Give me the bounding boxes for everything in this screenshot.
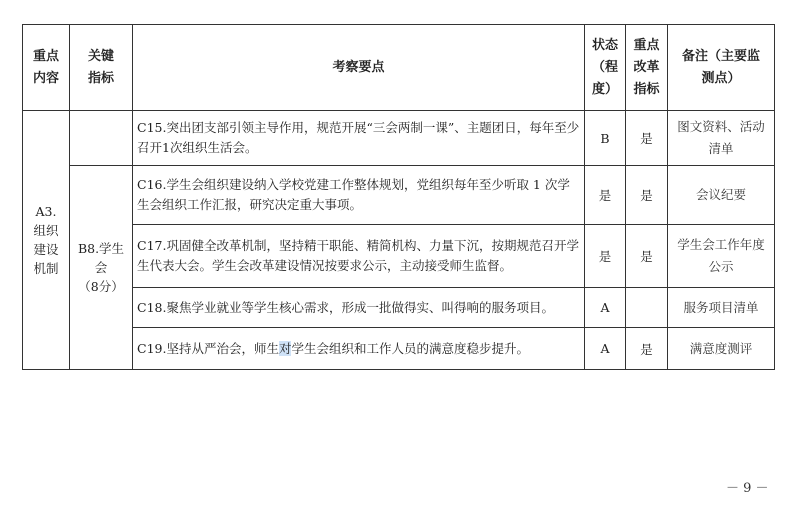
header-key-indicator: 关键 指标 bbox=[70, 25, 133, 111]
table-row bbox=[23, 111, 775, 166]
reform-c16: 是 bbox=[626, 166, 668, 225]
reform-c17: 是 bbox=[626, 225, 668, 288]
status-c15: B bbox=[585, 111, 626, 166]
table-header-row bbox=[23, 25, 775, 111]
reform-c19: 是 bbox=[626, 328, 668, 370]
point-c18: C18.聚焦学业就业等学生核心需求，形成一批做得实、叫得响的服务项目。 bbox=[133, 288, 585, 328]
point-c19-before: C19.坚持从严治会，师生 bbox=[137, 340, 279, 356]
remark-c15: 图文资料、活动 清单 bbox=[668, 111, 775, 166]
status-c18: A bbox=[585, 288, 626, 328]
page-number: － 9 － bbox=[726, 481, 769, 496]
header-inspection-points: 考察要点 bbox=[133, 25, 585, 111]
point-c15: C15.突出团支部引领主导作用，规范开展“三会两制一课”、主题团日，每年至少召开1次组织生活会。 bbox=[133, 111, 585, 166]
selected-text-highlight[interactable]: 对 bbox=[278, 340, 292, 356]
point-c19 bbox=[133, 328, 585, 370]
group-b8-cell: B8.学生 会 （8分） bbox=[70, 166, 133, 370]
header-remarks: 备注（主要监 测点） bbox=[668, 25, 775, 111]
header-reform-indicator: 重点 改革 指标 bbox=[626, 25, 668, 111]
point-c19-after: 学生会组织和工作人员的满意度稳步提升。 bbox=[291, 340, 529, 356]
header-key-content: 重点 内容 bbox=[23, 25, 70, 111]
header-status: 状态 （程 度） bbox=[585, 25, 626, 111]
status-c19: A bbox=[585, 328, 626, 370]
table-row bbox=[23, 288, 775, 328]
group-a3-cell: A3. 组织 建设 机制 bbox=[23, 111, 70, 370]
table-row bbox=[23, 328, 775, 370]
evaluation-table bbox=[22, 24, 775, 370]
reform-c18 bbox=[626, 288, 668, 328]
status-c17: 是 bbox=[585, 225, 626, 288]
remark-c18: 服务项目清单 bbox=[668, 288, 775, 328]
remark-c17: 学生会工作年度 公示 bbox=[668, 225, 775, 288]
remark-c19: 满意度测评 bbox=[668, 328, 775, 370]
table-row bbox=[23, 166, 775, 225]
status-c16: 是 bbox=[585, 166, 626, 225]
point-c17: C17.巩固健全改革机制，坚持精干职能、精简机构、力量下沉，按期规范召开学生代表大会。学生会改革建设情况按要求公示，主动接受师生监督。 bbox=[133, 225, 585, 288]
table-row bbox=[23, 225, 775, 288]
remark-c16: 会议纪要 bbox=[668, 166, 775, 225]
empty-indicator-cell bbox=[70, 111, 133, 166]
point-c16: C16.学生会组织建设纳入学校党建工作整体规划，党组织每年至少听取 1 次学生会组织工作汇报，研究决定重大事项。 bbox=[133, 166, 585, 225]
reform-c15: 是 bbox=[626, 111, 668, 166]
